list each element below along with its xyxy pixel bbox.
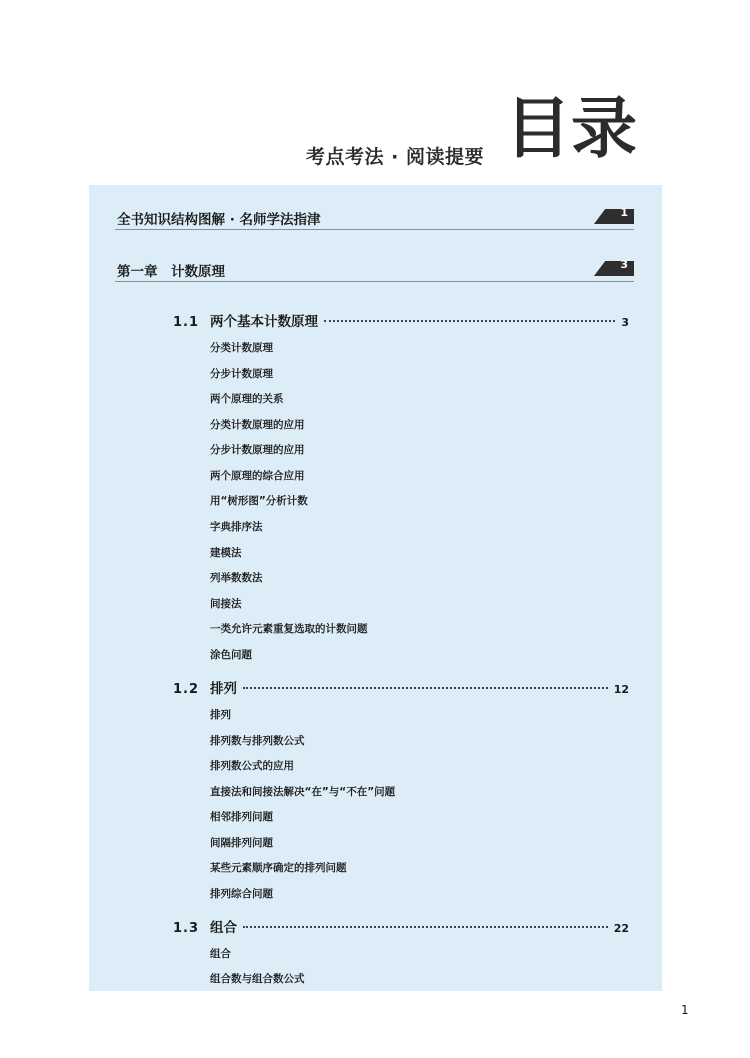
- toc-item[interactable]: 分步计数原理: [210, 368, 273, 380]
- toc-item[interactable]: 建模法: [210, 547, 242, 559]
- toc-title: 目录: [505, 90, 637, 167]
- toc-item[interactable]: 分类计数原理的应用: [210, 419, 305, 431]
- section-title: 两个基本计数原理: [210, 314, 318, 330]
- section-number: 1.1: [173, 315, 200, 330]
- toc-item[interactable]: 用“树形图”分析计数: [210, 495, 308, 507]
- toc-section-entry[interactable]: [173, 677, 629, 697]
- page-tab: [594, 261, 634, 276]
- toc-part-entry[interactable]: [115, 205, 634, 230]
- toc-section-entry[interactable]: [173, 310, 629, 330]
- part-page-number: 1: [620, 206, 628, 219]
- dot-leader: [324, 320, 615, 322]
- section-title: 排列: [210, 681, 237, 697]
- toc-item[interactable]: 排列综合问题: [210, 888, 273, 900]
- toc-subtitle: 考点考法 · 阅读提要: [306, 146, 484, 168]
- section-title: 组合: [210, 920, 237, 936]
- toc-item[interactable]: 分类计数原理: [210, 342, 273, 354]
- toc-item[interactable]: 间隔排列问题: [210, 837, 273, 849]
- page-number: 1: [681, 1003, 689, 1017]
- toc-item[interactable]: 两个原理的综合应用: [210, 470, 305, 482]
- toc-chapter-entry[interactable]: [115, 257, 634, 282]
- chapter-page-number: 3: [620, 258, 628, 271]
- dot-leader: [243, 687, 608, 689]
- toc-item[interactable]: 列举数数法: [210, 572, 263, 584]
- dot-leader: [243, 926, 608, 928]
- toc-item[interactable]: 排列数与排列数公式: [210, 735, 305, 747]
- toc-item[interactable]: 一类允许元素重复选取的计数问题: [210, 623, 368, 635]
- section-page-number: 22: [613, 922, 629, 935]
- section-number: 1.3: [173, 921, 200, 936]
- toc-item[interactable]: 两个原理的关系: [210, 393, 284, 405]
- toc-item[interactable]: 直接法和间接法解决“在”与“不在”问题: [210, 786, 396, 798]
- toc-item[interactable]: 组合: [210, 948, 231, 960]
- toc-header: [0, 0, 750, 185]
- toc-item[interactable]: 某些元素顺序确定的排列问题: [210, 862, 347, 874]
- page-tab: [594, 209, 634, 224]
- section-page-number: 3: [621, 316, 629, 329]
- toc-section-entry[interactable]: [173, 916, 629, 936]
- toc-item[interactable]: 涂色问题: [210, 649, 252, 661]
- toc-item[interactable]: 排列数公式的应用: [210, 760, 294, 772]
- toc-item[interactable]: 字典排序法: [210, 521, 263, 533]
- toc-item[interactable]: 分步计数原理的应用: [210, 444, 305, 456]
- toc-item[interactable]: 组合数与组合数公式: [210, 973, 305, 985]
- toc-panel: [89, 185, 662, 991]
- toc-item[interactable]: 间接法: [210, 598, 242, 610]
- part-label: 全书知识结构图解 · 名师学法指津: [117, 212, 321, 228]
- toc-item[interactable]: 相邻排列问题: [210, 811, 273, 823]
- chapter-label: 第一章 计数原理: [117, 264, 225, 280]
- toc-item[interactable]: 排列: [210, 709, 231, 721]
- section-number: 1.2: [173, 682, 200, 697]
- section-page-number: 12: [613, 683, 629, 696]
